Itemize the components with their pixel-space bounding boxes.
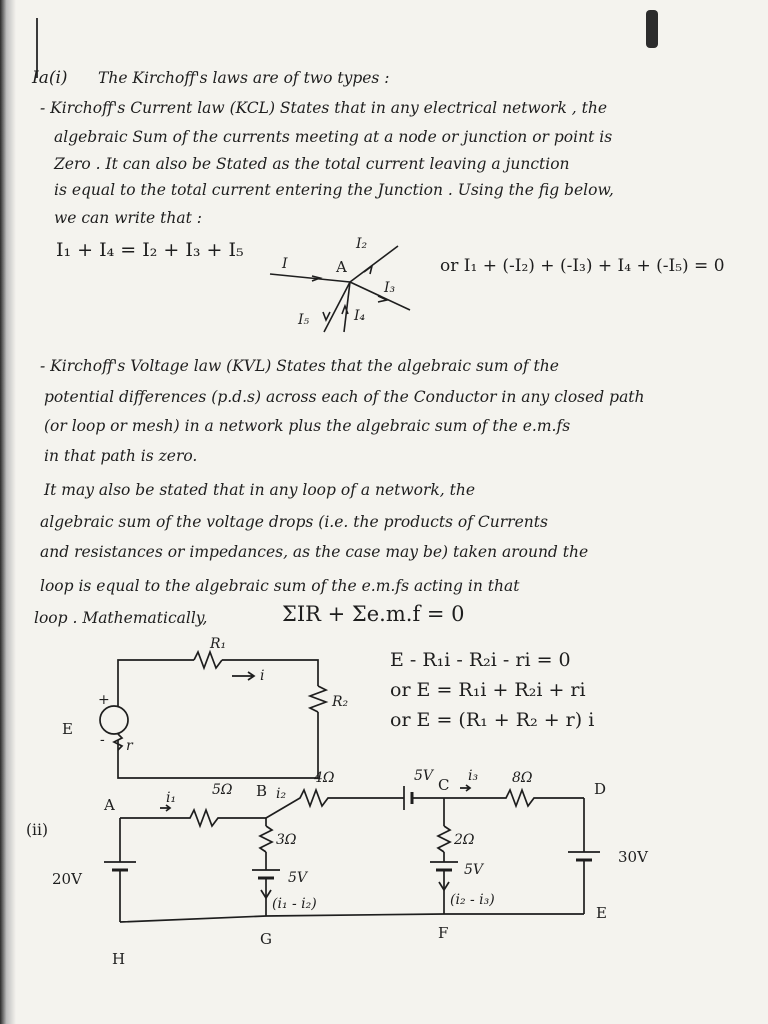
resistor-r2 (310, 686, 326, 712)
kvl-line-8: loop is equal to the algebraic sum of the e.m.fs acting in that (40, 577, 520, 595)
wire-top-right (222, 660, 318, 686)
binder-clip-mark (646, 10, 658, 48)
label-i1: I (282, 256, 288, 272)
label-r1: R₁ (210, 636, 227, 652)
scan-shadow-edge (0, 0, 16, 1024)
current-arrow (232, 672, 254, 680)
label-v-bc: 5V (414, 768, 434, 784)
wire-bottom (120, 914, 584, 922)
label-i1: i₁ (166, 790, 177, 806)
kvl-line-6: algebraic sum of the voltage drops (i.e. the products of Currents (40, 513, 548, 531)
source-e (100, 706, 128, 734)
label-v-left: 20V (52, 870, 82, 888)
junction-diagram (260, 236, 440, 336)
kcl-line-4: is equal to the total current entering the Junction . Using the fig below, (54, 181, 614, 199)
label-r-cd: 8Ω (512, 770, 533, 786)
label-source-e: E (62, 720, 73, 738)
label-r-ab: 5Ω (212, 782, 233, 798)
section-label: Ia(i) (32, 68, 68, 88)
kcl-line-5: we can write that : (54, 209, 202, 227)
loop-equation-1: E - R₁i - R₂i - ri = 0 (390, 649, 571, 671)
label-current-i: i (260, 668, 265, 684)
label-i3: i₃ (468, 768, 479, 784)
node-e: E (596, 904, 607, 922)
arrow-i5 (323, 312, 330, 320)
resistor-4ohm (266, 790, 404, 818)
intro-text: The Kirchoff's laws are of two types : (98, 69, 390, 87)
resistor-5ohm (120, 810, 266, 826)
kcl-line-2: algebraic Sum of the currents meeting at a node or junction or point is (54, 128, 613, 146)
label-i5: I₅ (298, 312, 310, 328)
kvl-line-4: in that path is zero. (44, 447, 198, 465)
part-ii-label: (ii) (26, 821, 49, 839)
label-i2: I₂ (356, 236, 368, 252)
resistor-2ohm (438, 826, 450, 852)
kcl-line-1: - Kirchoff's Current law (KCL) States that in any electrical network , the (40, 99, 608, 117)
label-internal-r: r (126, 738, 133, 754)
label-r2: R₂ (332, 694, 349, 710)
label-v-f: 5V (464, 862, 484, 878)
resistor-3ohm (260, 826, 272, 852)
kvl-line-3: (or loop or mesh) in a network plus the algebraic sum of the e.m.fs (44, 417, 571, 435)
wire-top-left (118, 660, 194, 676)
loop-equation-3: or E = (R₁ + R₂ + r) i (390, 709, 595, 731)
node-b: B (256, 782, 268, 800)
label-v-g: 5V (288, 870, 308, 886)
node-d: D (594, 780, 607, 798)
circuit-ii-diagram (40, 754, 680, 970)
label-i2: i₂ (276, 786, 287, 802)
kvl-line-2: potential differences (p.d.s) across each of the Conductor in any closed path (44, 388, 645, 406)
node-f: F (438, 924, 449, 942)
kcl-equation: I₁ + I₄ = I₂ + I₃ + I₅ (56, 239, 244, 261)
label-r-b: 4Ω (314, 770, 335, 786)
label-i3: I₃ (384, 280, 396, 296)
resistor-r1 (194, 652, 222, 668)
node-c: C (438, 776, 450, 794)
label-i-cf: (i₂ - i₃) (450, 892, 495, 908)
node-a: A (104, 796, 115, 814)
kvl-formula: ΣIR + Σe.m.f = 0 (282, 602, 465, 626)
label-r-bg: 3Ω (276, 832, 297, 848)
kcl-alternative-equation: or I₁ + (-I₂) + (-I₃) + I₄ + (-I₅) = 0 (440, 256, 725, 276)
kcl-line-3: Zero . It can also be Stated as the total current leaving a junction (54, 155, 570, 173)
label-i4: I₄ (354, 308, 366, 324)
node-g: G (260, 930, 272, 948)
label-v-right: 30V (618, 848, 648, 866)
kvl-line-1: - Kirchoff's Voltage law (KVL) States that the algebraic sum of the (40, 357, 559, 375)
label-minus: - (100, 732, 105, 748)
loop-equation-2: or E = R₁i + R₂i + ri (390, 679, 586, 701)
kvl-line-7: and resistances or impedances, as the case may be) taken around the (40, 543, 589, 561)
branch-i3 (350, 282, 410, 310)
node-h: H (112, 950, 126, 968)
kvl-line-5: It may also be stated that in any loop of a network, the (44, 481, 476, 499)
label-i-bg: (i₁ - i₂) (272, 896, 317, 912)
junction-node-label: A (336, 258, 347, 276)
label-plus: + (98, 692, 110, 708)
math-label: loop . Mathematically, (34, 609, 208, 627)
arrow-i3 (460, 785, 470, 791)
label-r-cf: 2Ω (454, 832, 475, 848)
